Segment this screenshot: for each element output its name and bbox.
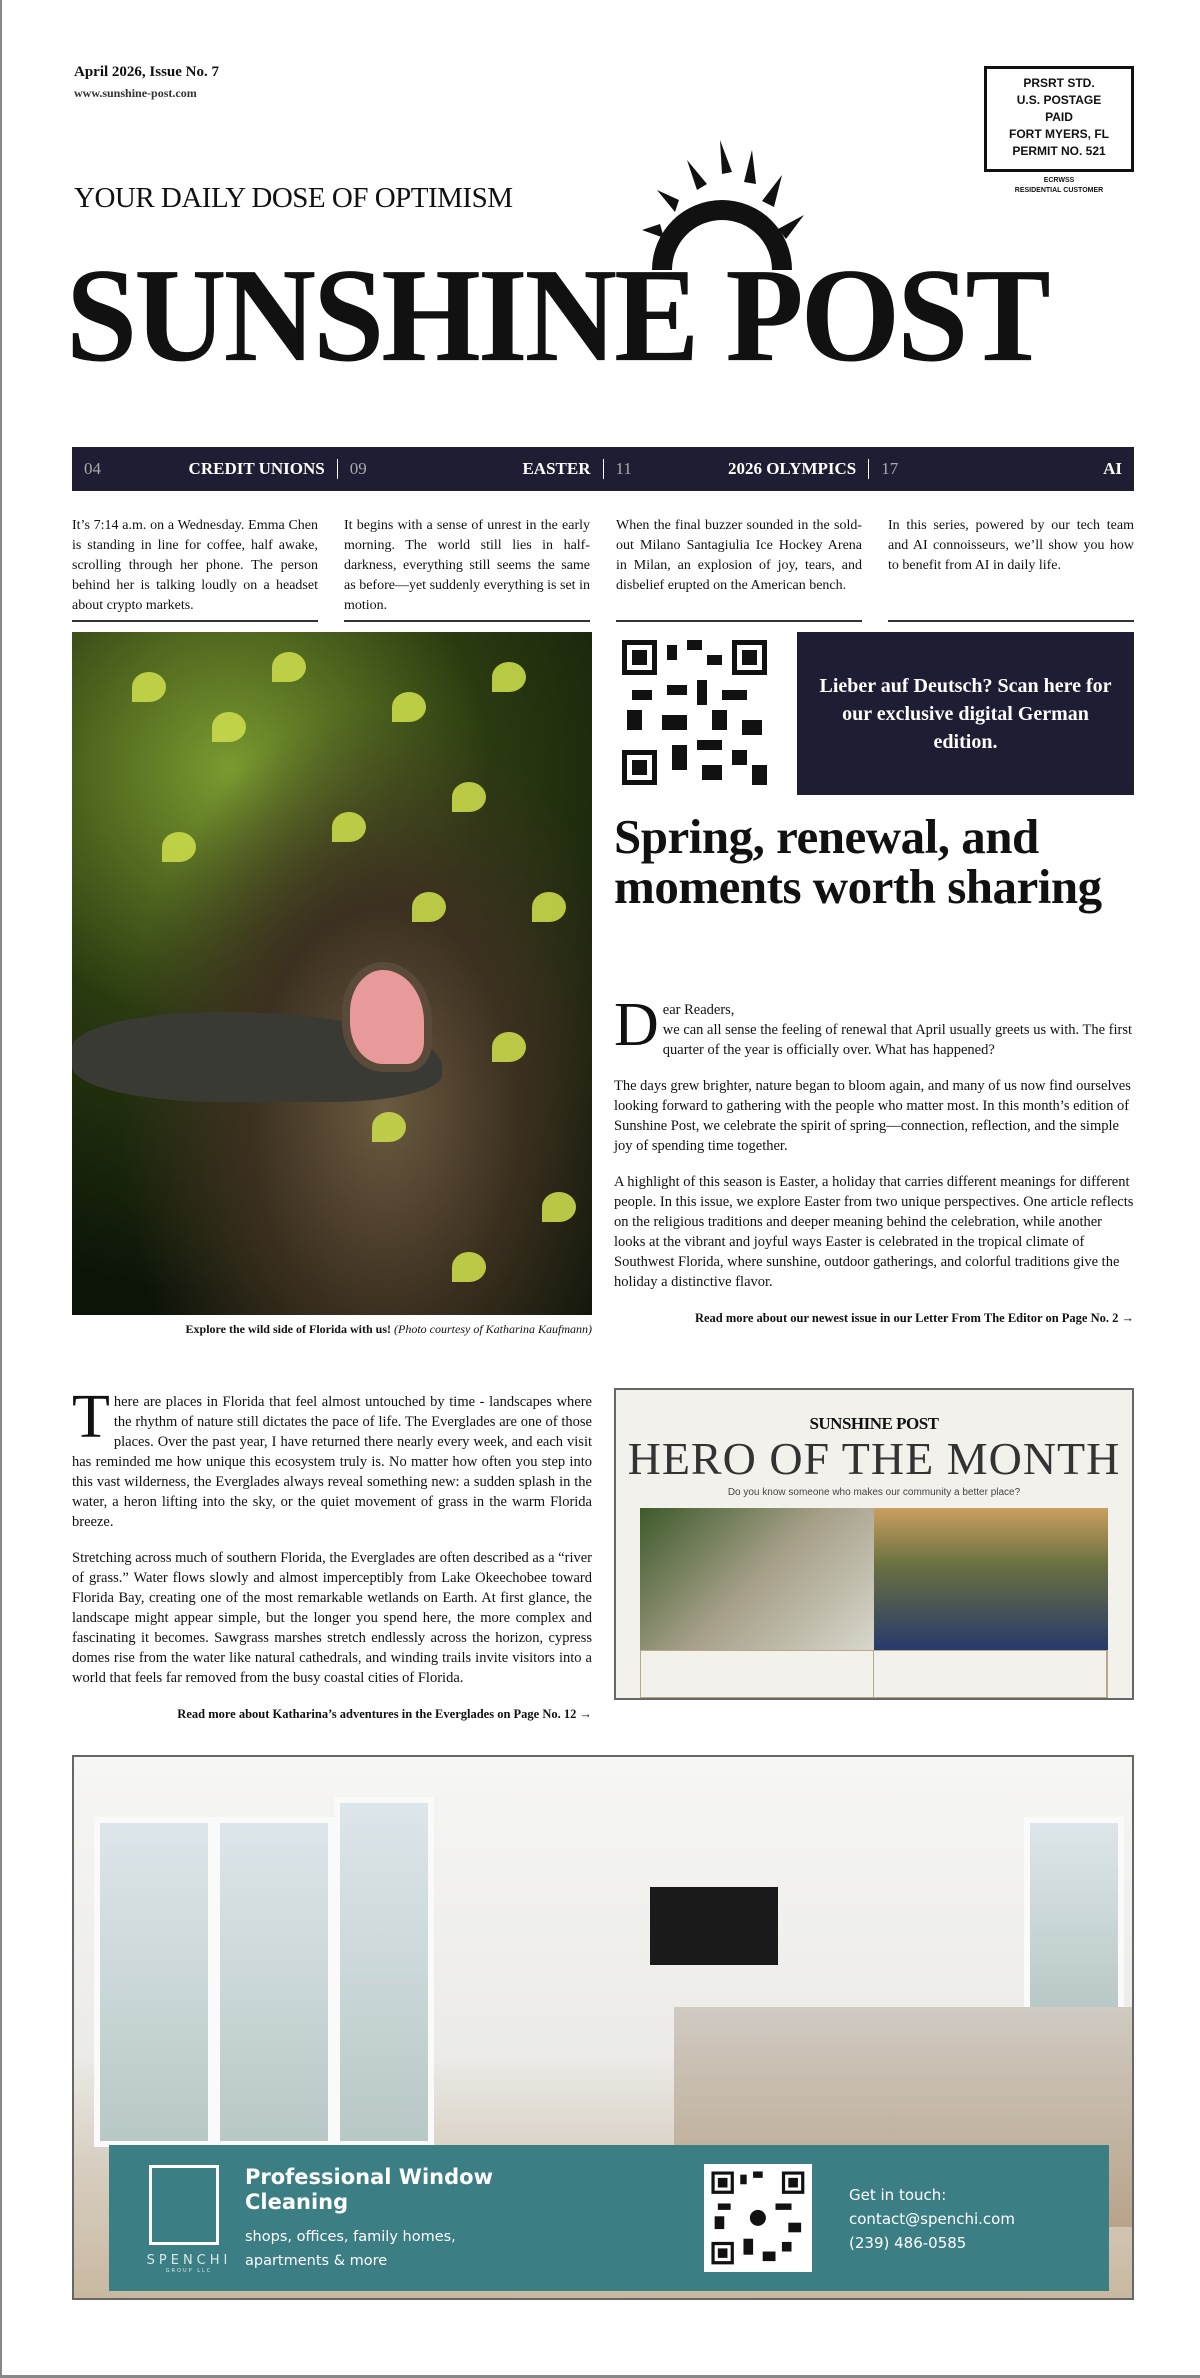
letter-paragraph: The days grew brighter, nature began to bloom again, and many of us now find ourselves looking forward to gathering with the people who matter most. In this month’s edition of Sunshine Post, we celebrate the spirit of spring—connection, reflection, and the simple joy of spending time together. [614,1078,1131,1154]
window [1024,1817,1124,2017]
german-edition-box[interactable] [797,632,1134,795]
teaser-olympics: When the final buzzer sounded in the sold-out Milano Santagiulia Ice Hockey Arena in Milan, an explosion of joy, tears, and disbelief erupted on the American bench. [616,516,862,622]
teaser-credit-unions: It’s 7:14 a.m. on a Wednesday. Emma Chen is standing in line for coffee, half awake, scrolling through her phone. The person behind her is talking loudly on a headset about crypto markets. [72,516,318,622]
postage-line: PERMIT NO. 521 [1012,144,1106,158]
volunteers-photo [874,1508,1108,1650]
german-edition-text: Lieber auf Deutsch? Scan here for our exclusive digital German edition. [819,674,1112,753]
ecrwss-label [984,176,1134,196]
hero-caption-left [641,1651,874,1697]
letter-read-more-link[interactable]: Read more about our newest issue in our Letter From The Editor on Page No. 2 → [694,1311,1134,1325]
window [334,1797,434,2147]
contact-label: Get in touch: [849,2186,947,2204]
nav-item-credit-unions[interactable] [72,459,338,479]
nav-label: 2026 OLYMPICS [727,459,857,478]
nav-label: AI [1103,459,1122,478]
drop-cap: D [614,991,659,1059]
teaser-easter: It begins with a sense of unrest in the early morning. The world still lies in half-darkness, everything still seems the same as before—yet suddenly everything is set in motion. [344,516,590,622]
television [650,1887,778,1965]
spenchi-logo-icon [149,2165,219,2245]
spenchi-ad[interactable] [72,1755,1134,2300]
article-read-more-link[interactable]: Read more about Katharina’s adventures in the Everglades on Page No. 12 → [177,1707,592,1721]
hero-caption-right [874,1651,1107,1697]
postage-line: U.S. POSTAGE [1016,93,1102,107]
nav-item-ai[interactable] [869,459,1134,479]
hero-logo: SUNSHINE POST [809,1414,939,1433]
nav-label: EASTER [522,459,591,478]
caption-bold: Explore the wild side of Florida with us! [185,1322,391,1336]
nav-item-olympics[interactable] [604,459,870,479]
teasers [72,516,1134,622]
tagline: YOUR DAILY DOSE OF OPTIMISM [74,182,513,214]
postage-line: PAID [1045,110,1073,124]
alligator-mouth [342,962,432,1072]
contact-email[interactable]: contact@spenchi.com [849,2210,1015,2228]
window [214,1817,334,2147]
editor-letter [614,991,1134,1328]
service-description: shops, offices, family homes, apartments & more [245,2229,456,2269]
hero-of-the-month-ad[interactable] [614,1388,1134,1700]
contact-info [849,2183,1015,2255]
drop-cap: T [72,1383,110,1451]
window [94,1817,214,2147]
brand-name [129,2253,249,2274]
page-number: 11 [615,459,632,478]
article-paragraph: here are places in Florida that feel almost untouched by time - landscapes where the rhythm of nature still dictates the pace of life. The Everglades are one of those places. Over the past year, I have returned there nearly every week, and each visit has reminded me how unique this ecosystem truly is. No matter how often you step into this vast wilderness, the Everglades always reveal something new: a sudden splash in the water, a heron lifting into the sky, or the quiet movement of grass in the warm Florida breeze. [72,1394,592,1530]
neighbors-photo [640,1508,874,1650]
hero-subtitle: Do you know someone who makes our community a better place? [727,1487,1021,1498]
residential-customer: RESIDENTIAL CUSTOMER [1014,187,1104,194]
teaser-ai: In this series, powered by our tech team and AI connoisseurs, we’ll show you how to benefit from AI in daily life. [888,516,1134,622]
postage-line: PRSRT STD. [1023,76,1095,90]
postage-stamp [984,66,1134,172]
page-number: 17 [881,459,899,478]
ad-banner [109,2145,1109,2291]
article-paragraph: Stretching across much of southern Florida, the Everglades are often described as a “river of grass.” Water flows slowly and almost imperceptibly from Lake Okeechobee toward Florida Bay, creating one of the most remarkable wetlands on Earth. At first glance, the landscape might appear simple, but the longer you spend here, the more complex and fascinating it becomes. Sawgrass marshes stretch endlessly across the horizon, cypress domes rise from the water like natural cathedrals, and winding trails invite visitors into a world that feels far removed from the busy coastal cities of Florida. [72,1550,592,1686]
alligator-photo [72,632,592,1315]
qr-code-icon[interactable] [704,2164,812,2272]
section-nav [72,447,1134,491]
issue-date: April 2026, Issue No. 7 [74,64,220,80]
letter-paragraph: A highlight of this season is Easter, a holiday that carries different meanings for different people. In this issue, we explore Easter from two unique perspectives. One article reflects on the religious traditions and deeper meaning behind the celebration, while another looks at the vibrant and joyful ways Easter is celebrated in the tropical climate of Southwest Florida, where sunshine, outdoor gatherings, and colorful traditions give the holiday a distinctive flavor. [614,1174,1134,1290]
letter-intro: we can all sense the feeling of renewal that April usually greets us with. The first quarter of the year is officially over. What has happened? [662,1022,1133,1058]
headline: Spring, renewal, and moments worth sharing [614,809,1102,914]
page-number: 04 [84,459,101,478]
nav-label: CREDIT UNIONS [188,459,325,478]
masthead-logo: SUNSHINE POST [66,240,1048,390]
brand-sub: GROUP LLC [165,2268,213,2274]
contact-phone[interactable]: (239) 486-0585 [849,2234,967,2252]
everglades-article [72,1383,592,1724]
page-number: 09 [349,459,367,478]
qr-code-icon[interactable] [622,640,767,785]
website-link[interactable]: www.sunshine-post.com [74,86,197,100]
nav-item-easter[interactable] [338,459,604,479]
caption-credit: (Photo courtesy of Katharina Kaufmann) [391,1322,592,1336]
brand-text: SPENCHI [146,2253,232,2268]
photo-caption [72,1322,592,1337]
hero-title: HERO OF THE MONTH [627,1433,1121,1484]
greeting: ear Readers, [662,1002,735,1018]
postage-line: FORT MYERS, FL [1009,127,1109,141]
ecrwss: ECRWSS [1043,177,1075,184]
service-title: Professional Window Cleaning [245,2165,493,2214]
